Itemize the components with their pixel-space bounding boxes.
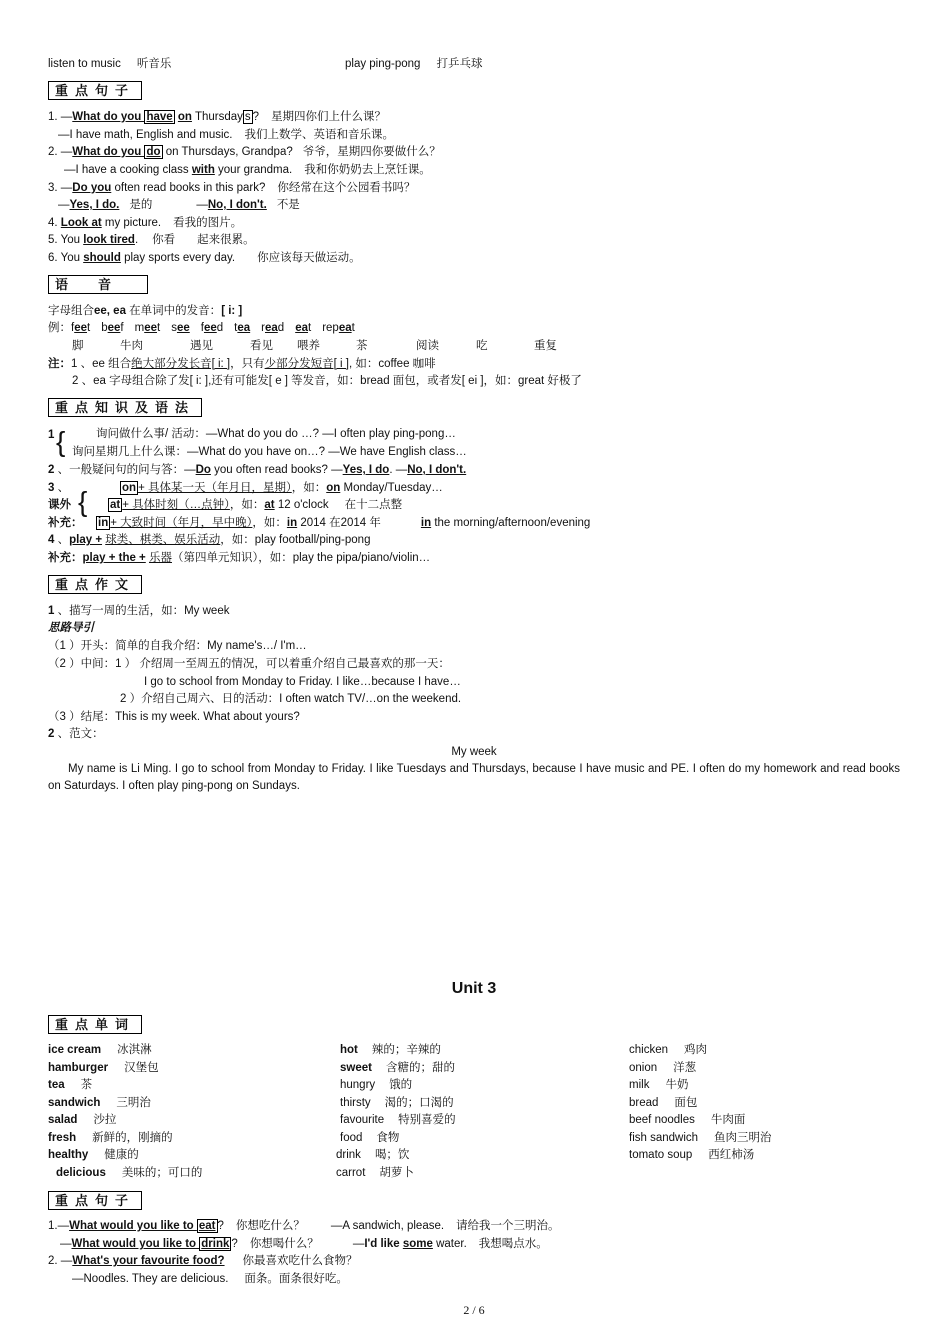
phonics-word: tea (234, 322, 251, 334)
vocab-chinese: 辣的；辛辣的 (371, 1044, 441, 1056)
vocab-chinese: 牛肉面 (710, 1114, 746, 1126)
phonics-intro: 字母组合ee, ea 在单词中的发音：[ i: ] (48, 305, 243, 317)
phonics-meaning: 重复 (534, 340, 557, 352)
grammar-4: 4 、play + 球类、棋类、娱乐活动，如：play football/ping-pong (48, 534, 371, 546)
vocab-english: salad (48, 1114, 78, 1126)
phonics-meaning: 遇见 (190, 340, 213, 352)
top-line: listen to music 听音乐 (48, 58, 172, 70)
phonics-word: repeat (322, 322, 355, 334)
vocab-item (48, 1130, 202, 1148)
vocab-chinese: 鱼肉三明治 (714, 1131, 772, 1144)
vocab-english: beef noodles (629, 1114, 695, 1126)
vocab-item (340, 1095, 456, 1113)
sentence-4: 4. Look at my picture. 看我的图片。 (48, 217, 243, 229)
sentence-2a: 2. —What do you do on Thursdays, Grandpa? 爷爷，星期四你要做什么？ (48, 146, 441, 158)
writing-middle-2: 2 ）介绍自己周六、日的活动：I often watch TV/…on the weekend. (120, 693, 462, 705)
top-line-right: play ping-pong 打乒乓球 (345, 58, 483, 70)
vocab-chinese: 西红柿汤 (708, 1149, 755, 1161)
vocab-chinese: 冰淇淋 (117, 1044, 152, 1056)
vocab-english: sweet (340, 1061, 372, 1074)
vocab-english: milk (629, 1079, 650, 1091)
phonics-word: eat (295, 322, 312, 334)
vocab-chinese: 新鲜的，刚摘的 (92, 1131, 173, 1144)
grammar-in: in + 大致时间（年月，早中晚），如：in 2014 在2014 年 in the morning/afternoon/evening (98, 517, 591, 529)
phonics-word: feed (200, 322, 224, 334)
vocab-item (629, 1095, 772, 1113)
vocab-item (48, 1147, 202, 1165)
writing-ending: （3 ）结尾：This is my week. What about yours? (48, 711, 300, 723)
section-title-key-sentences: 重点句子 (48, 81, 142, 100)
vocab-chinese: 特别喜爱的 (398, 1114, 456, 1126)
vocab-item (629, 1060, 772, 1078)
vocab-item (629, 1042, 772, 1060)
phonics-meaning: 吃 (476, 340, 488, 352)
vocab-english: carrot (336, 1166, 366, 1179)
grammar-on: on + 具体某一天（年月日，星期），如：on Monday/Tuesday… (122, 482, 443, 494)
grammar-at: at + 具体时刻（…点钟），如：at 12 o'clock 在十二点整 (110, 499, 403, 511)
phonics-word: beef (101, 322, 124, 334)
vocab-item (48, 1112, 202, 1130)
vocab-item (629, 1130, 772, 1148)
vocab-chinese: 三明治 (116, 1096, 151, 1109)
vocab-item (48, 1060, 202, 1078)
phonics-note-1: 注：1 、ee 组合绝大部分发长音[ i: ]，只有少部分发短音[ i ], 如：coffee 咖啡 (48, 358, 436, 370)
vocab-english: drink (336, 1149, 361, 1161)
page-number: 2 / 6 (463, 1303, 485, 1317)
vocab-chinese: 洋葱 (673, 1061, 697, 1074)
vocab-english: hot (340, 1044, 358, 1056)
phonics-word: feet (71, 322, 91, 334)
vocab-chinese: 胡萝卜 (379, 1166, 414, 1179)
phonics-note-2: 2 、ea 字母组合除了发[ i: ],还有可能发[ e ] 等发音，如：bread 面包，或者发[ ei ]，如：great 好极了 (72, 375, 582, 387)
brace-icon: { (78, 486, 88, 517)
essay-title: My week (451, 746, 497, 758)
phonics-word-list (71, 322, 366, 334)
vocab-item (336, 1165, 456, 1183)
grammar-1a: 询问做什么事/ 活动：—What do you do …? —I often play ping-pong… (96, 428, 456, 440)
vocab-english: chicken (629, 1044, 668, 1056)
sentence-5: 5. You look tired. 你看 起来很累。 (48, 234, 255, 246)
vocab-item (629, 1147, 772, 1165)
vocab-english: fresh (48, 1131, 77, 1144)
vocab-english: ice cream (48, 1044, 102, 1056)
phonics-meaning: 牛肉 (120, 340, 143, 352)
vocab-english: onion (629, 1061, 658, 1074)
vocab-english: fish sandwich (629, 1131, 699, 1144)
sentence-6: 6. You should play sports every day. 你应该每天做运动。 (48, 252, 361, 264)
vocab-chinese: 汉堡包 (124, 1061, 159, 1074)
vocab-chinese: 食物 (376, 1131, 400, 1144)
vocab-column-3 (629, 1042, 772, 1165)
vocab-english: thirsty (340, 1096, 371, 1109)
grammar-supplement-label: 补充： (48, 517, 83, 529)
sentence-1a: 1. —What do you have on Thursday s ? 星期四你们上什么课？ (48, 111, 387, 123)
vocab-item (340, 1112, 456, 1130)
vocab-item (340, 1077, 456, 1095)
vocab-english: tomato soup (629, 1149, 693, 1161)
vocab-item (340, 1060, 456, 1078)
section-title-grammar: 重点知识及语法 (48, 398, 202, 417)
vocab-chinese: 健康的 (104, 1149, 139, 1161)
grammar-1-number: 1 (48, 429, 55, 441)
phonics-meaning: 看见 (250, 340, 273, 352)
vocab-chinese: 喝；饮 (374, 1149, 410, 1161)
phonics-meaning: 喂养 (297, 340, 320, 352)
vocab-chinese: 含糖的；甜的 (385, 1061, 455, 1074)
grammar-5: 补充：play + the + 乐器（第四单元知识），如：play the pipa/piano/violin… (48, 552, 431, 564)
vocab-column-2 (336, 1042, 456, 1182)
sentence2-2: —What would you like to drink ? 你想喝什么？ —I'd like some water. 我想喝点水。 (60, 1238, 548, 1250)
vocab-item (340, 1042, 456, 1060)
phonics-meaning: 阅读 (416, 340, 439, 352)
writing-middle-example: I go to school from Monday to Friday. I like…because I have… (144, 676, 461, 688)
vocab-english: tea (48, 1079, 65, 1091)
writing-1: 1 、描写一周的生活，如：My week (48, 605, 230, 617)
sentence-3a: 3. —Do you often read books in this park? 你经常在这个公园看书吗？ (48, 182, 416, 194)
writing-guide: 思路导引 (48, 622, 94, 634)
vocab-item (340, 1130, 456, 1148)
vocab-chinese: 牛奶 (665, 1079, 689, 1091)
writing-2: 2 、范文： (48, 728, 104, 740)
section-title-phonics: 语音 (48, 275, 148, 294)
vocab-english: favourite (340, 1114, 385, 1126)
vocab-english: delicious (56, 1166, 106, 1179)
vocab-item (48, 1165, 202, 1183)
vocab-item (48, 1042, 202, 1060)
vocab-chinese: 渴的；口渴的 (384, 1096, 454, 1109)
vocab-item (629, 1112, 772, 1130)
sentence2-4: —Noodles. They are delicious. 面条。面条很好吃。 (72, 1273, 348, 1285)
vocab-chinese: 面包 (674, 1096, 698, 1109)
vocab-chinese: 沙拉 (93, 1114, 117, 1126)
section-title-writing: 重点作文 (48, 575, 142, 594)
phonics-examples: 例：feet beef meet see feed tea read eat repeat (48, 320, 366, 336)
grammar-1b: 询问星期几上什么课：—What do you have on…? —We have English class… (72, 446, 467, 458)
writing-opening: （1 ）开头：简单的自我介绍：My name's…/ I'm… (48, 640, 307, 652)
vocab-chinese: 饿的 (389, 1079, 413, 1091)
writing-middle: （2 ）中间：1 ） 介绍周一至周五的情况，可以着重介绍自己最喜欢的那一天： (48, 658, 450, 670)
grammar-2: 2 、一般疑问句的问与答：—Do you often read books? —Yes, I do. —No, I don't. (48, 464, 467, 476)
vocab-chinese: 鸡肉 (684, 1044, 707, 1056)
sentence-1b: —I have math, English and music. 我们上数学、英语和音乐课。 (58, 129, 394, 141)
phonics-word: meet (134, 322, 161, 334)
vocab-english: food (340, 1131, 363, 1144)
vocab-english: hamburger (48, 1061, 109, 1074)
phonics-word: read (261, 322, 285, 334)
grammar-extra-label: 课外 (48, 499, 71, 511)
brace-icon: { (56, 426, 66, 457)
grammar-3-number: 3 、 (48, 482, 70, 494)
section-title-vocabulary: 重点单词 (48, 1015, 142, 1034)
section-title-key-sentences-2: 重点句子 (48, 1191, 142, 1210)
sentence-3b: —Yes, I do. 是的 —No, I don't. 不是 (58, 199, 300, 211)
vocab-chinese: 茶 (80, 1079, 93, 1091)
vocab-item (629, 1077, 772, 1095)
vocab-item (48, 1095, 202, 1113)
vocab-column-1 (48, 1042, 202, 1182)
phonics-meaning: 脚 (72, 340, 84, 352)
vocab-item (48, 1077, 202, 1095)
vocab-english: bread (629, 1096, 659, 1109)
sentence2-1: 1.—What would you like to eat ? 你想吃什么？ —A sandwich, please. 请给我一个三明治。 (48, 1220, 560, 1232)
phonics-word: see (171, 322, 190, 334)
essay-body: My name is Li Ming. I go to school from Monday to Friday. I like Tuesdays and Thursdays, because I have music and PE. I often do my homework and read books on Saturdays. I often play ping-pong on Sundays. (48, 763, 900, 792)
sentence2-3: 2. —What's your favourite food? 你最喜欢吃什么食物？ (48, 1255, 358, 1267)
phonics-meaning: 茶 (356, 340, 368, 352)
vocab-chinese: 美味的；可口的 (121, 1166, 203, 1179)
vocab-english: hungry (340, 1079, 376, 1091)
vocab-item (336, 1147, 456, 1165)
unit-title: Unit 3 (451, 980, 497, 997)
sentence-2b: —I have a cooking class with your grandma. 我和你奶奶去上烹饪课。 (64, 164, 431, 176)
vocab-english: sandwich (48, 1096, 101, 1109)
vocab-english: healthy (48, 1149, 89, 1161)
